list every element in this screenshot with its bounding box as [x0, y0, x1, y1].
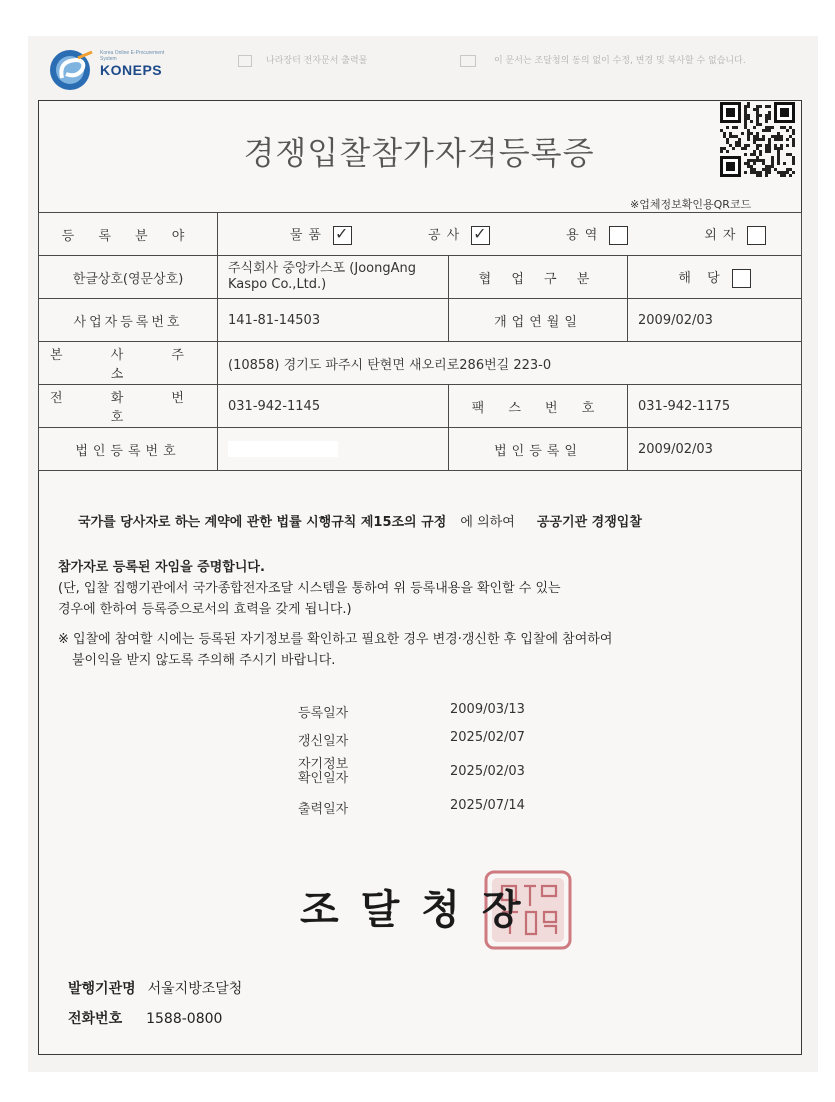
table-row [39, 299, 802, 342]
address-label: 본 사 주 소 [39, 342, 218, 385]
table-row [39, 385, 802, 428]
print-icon [238, 55, 252, 67]
copy-warning-note: 이 문서는 조달청의 동의 없이 수정, 변경 및 복사할 수 없습니다. [460, 53, 746, 67]
fax-label: 팩 스 번 호 [449, 385, 628, 428]
table-row [39, 342, 802, 385]
registration-table [38, 212, 802, 471]
table-row [39, 213, 802, 256]
company-value: 주식회사 중앙카스포 (JoongAng Kaspo Co.,Ltd.) [218, 256, 449, 299]
logo-wordmark: KONEPS [100, 62, 163, 78]
bizno-value: 141-81-14503 [218, 299, 449, 342]
qr-code-icon [718, 100, 796, 182]
certificate-title: 경쟁입찰참가자격등록증 [243, 134, 595, 172]
category-item: 용역 [494, 224, 628, 245]
checkbox-goods [333, 226, 352, 245]
print-note: 나라장터 전자문서 출력물 [238, 53, 367, 67]
statement-line-2: 참가자로 등록된 자임을 증명합니다. [58, 560, 265, 575]
monitor-icon [460, 55, 476, 67]
koneps-emblem-icon [48, 48, 98, 92]
phone-value: 031-942-1145 [218, 385, 449, 428]
category-item: 외자 [632, 224, 766, 245]
logo-tagline: Korea Online E-Procurement System [100, 50, 165, 62]
koneps-logo [48, 48, 168, 92]
address-value: (10858) 경기도 파주시 탄현면 새오리로286번길 223-0 [218, 342, 802, 385]
fax-value: 031-942-1175 [628, 385, 802, 428]
statement-line-1: 국가를 당사자로 하는 계약에 관한 법률 시행규칙 제15조의 규정 에 의하여 공공기관 경쟁입찰 [78, 515, 642, 530]
coop-value: 해 당 [678, 270, 726, 286]
checkbox-service [609, 226, 628, 245]
reg-field-label: 등 록 분 야 [39, 213, 218, 256]
bizno-label: 사업자등록번호 [39, 299, 218, 342]
phone-label: 전 화 번 호 [39, 385, 218, 428]
issuer-name: 조달청장 [300, 887, 543, 933]
notice-line-1: ※ 입찰에 참여할 시에는 등록된 자기정보를 확인하고 필요한 경우 변경·갱신한 후 입찰에 참여하여 [58, 632, 613, 647]
statement-line-3: (단, 입찰 집행기관에서 국가종합전자조달 시스템을 통하여 위 등록내용을 확인할 수 있는 [58, 581, 561, 596]
corp-no-value [218, 428, 449, 471]
notice-line-2: 불이익을 받지 않도록 주의해 주시기 바랍니다. [72, 653, 336, 668]
corp-no-label: 법인등록번호 [39, 428, 218, 471]
qr-label: ※업체정보확인용QR코드 [630, 198, 752, 211]
open-date-label: 개업연월일 [449, 299, 628, 342]
category-item: 공사✓ [356, 224, 490, 245]
coop-label: 협 업 구 분 [449, 256, 628, 299]
issuing-org: 발행기관명 서울지방조달청 [68, 981, 243, 997]
coop-value-cell [628, 256, 802, 299]
redacted-block [228, 441, 338, 457]
checkbox-foreign [747, 226, 766, 245]
category-item: 물품✓ [218, 224, 352, 245]
checkbox-construction [471, 226, 490, 245]
corp-date-label: 법인등록일 [449, 428, 628, 471]
table-row [39, 256, 802, 299]
open-date-value: 2009/02/03 [628, 299, 802, 342]
checkbox-coop [732, 269, 751, 288]
table-row [39, 428, 802, 471]
statement-line-4: 경우에 한하여 등록증으로서의 효력을 갖게 됩니다.) [58, 602, 352, 617]
company-label: 한글상호(영문상호) [39, 256, 218, 299]
reg-field-values [218, 213, 802, 256]
issuing-phone: 전화번호 1588-0800 [68, 1011, 223, 1027]
corp-date-value: 2009/02/03 [628, 428, 802, 471]
